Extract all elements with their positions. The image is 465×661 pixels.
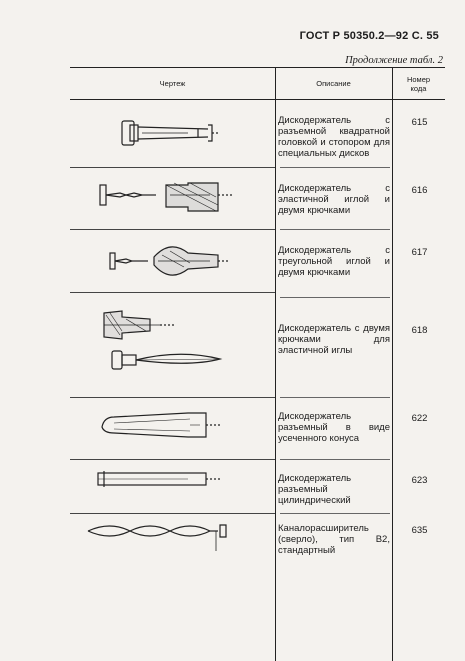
row-616-description: Дискодержатель с эластичной иглой и двумя крючками (278, 183, 390, 216)
column-header-code-line2: кода (410, 84, 427, 93)
row-617-code: 617 (411, 247, 428, 258)
disc-holder-elastic-needle-drawing (70, 171, 275, 227)
disc-holder-square-head-drawing (70, 103, 275, 167)
column-header-code-line1: Номер (406, 75, 431, 84)
disc-holder-cylindrical-drawing (70, 463, 275, 511)
row-618-description: Дискодержатель с двумя крючками для эластичной иглы (278, 323, 390, 356)
device-table (70, 67, 445, 661)
column-divider-2 (392, 67, 393, 661)
row-separator (280, 229, 390, 230)
row-separator (70, 513, 275, 514)
column-header-code (392, 75, 445, 93)
table-continuation-label: Продолжение табл. 2 (345, 55, 443, 66)
row-617-description: Дискодержатель с треугольной иглой и двумя крючками (278, 245, 390, 278)
row-615-code: 615 (411, 117, 428, 128)
disc-holder-truncated-cone-drawing (70, 401, 275, 457)
canal-expander-drill-drawing (70, 517, 275, 577)
disc-holder-triangular-needle-drawing (70, 233, 275, 291)
row-separator (70, 167, 275, 168)
row-616-code: 616 (411, 185, 428, 196)
column-header-drawing: Чертеж (159, 79, 186, 88)
row-622-description: Дискодержатель разъемный в виде усеченного конуса (278, 411, 390, 444)
row-separator (280, 513, 390, 514)
row-separator (280, 167, 390, 168)
row-635-description: Каналорасширитель (сверло), тип В2, стандартный (278, 523, 390, 556)
table-top-border (70, 67, 445, 68)
row-separator (70, 459, 275, 460)
row-623-code: 623 (411, 475, 428, 486)
row-separator (280, 459, 390, 460)
column-header-description: Описание (316, 79, 351, 88)
row-622-code: 622 (411, 413, 428, 424)
column-divider-1 (275, 67, 276, 661)
table-header-border (70, 99, 445, 100)
row-separator (70, 397, 275, 398)
row-615-description: Дискодержатель с разъемной квадратной головкой и стопором для специальных дисков (278, 115, 390, 159)
row-separator (280, 397, 390, 398)
row-separator (70, 229, 275, 230)
row-separator (280, 297, 390, 298)
disc-holder-two-hooks-drawing (70, 297, 275, 395)
page-header: ГОСТ Р 50350.2—92 С. 55 (299, 30, 439, 42)
row-618-code: 618 (411, 325, 428, 336)
row-635-code: 635 (411, 525, 428, 536)
row-separator (70, 292, 275, 293)
row-623-description: Дискодержатель разъемный цилиндрический (278, 473, 352, 506)
